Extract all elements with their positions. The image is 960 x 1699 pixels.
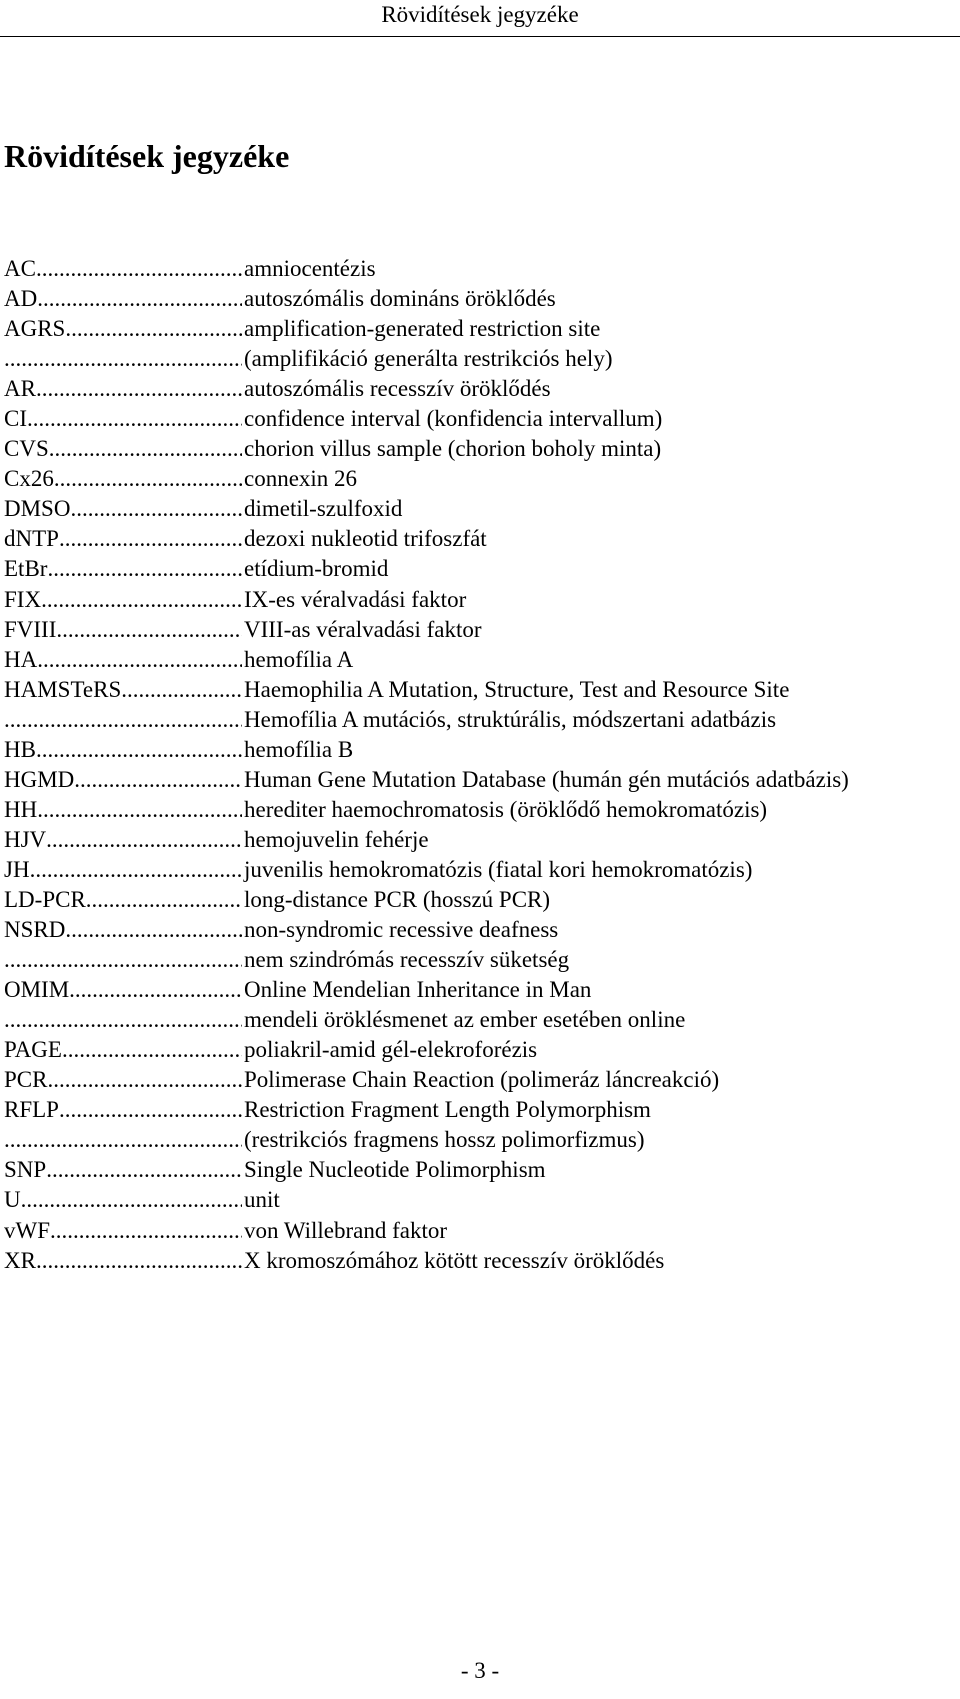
dot-leader (36, 374, 242, 404)
abbreviation-row (4, 585, 944, 615)
dot-leader (47, 1065, 242, 1095)
dot-leader (59, 1095, 242, 1125)
abbreviation-row (4, 464, 944, 494)
abbreviation-term-cell (4, 254, 242, 284)
abbreviation-definition: Polimerase Chain Reaction (polimeráz láncreakció) (244, 1067, 720, 1093)
abbreviation-definition: amplification-generated restriction site (244, 316, 601, 342)
abbreviation-definition: juvenilis hemokromatózis (fiatal kori hemokromatózis) (244, 856, 753, 882)
dot-leader (49, 434, 242, 464)
abbreviation-term-cell (4, 1216, 242, 1246)
abbreviation-row (4, 735, 944, 765)
abbreviation-definition: hemojuvelin fehérje (244, 826, 429, 852)
dot-leader (50, 1216, 242, 1246)
dot-leader (4, 1125, 242, 1155)
abbreviation-term: PAGE (4, 1037, 62, 1063)
abbreviation-row (4, 885, 944, 915)
abbreviation-term-cell (4, 975, 242, 1005)
abbreviation-term: EtBr (4, 556, 48, 582)
dot-leader (37, 645, 242, 675)
abbreviation-term-cell (4, 795, 242, 825)
abbreviation-definition: (amplifikáció generálta restrikciós hely) (244, 346, 613, 372)
abbreviation-definition: hemofília A (244, 646, 354, 672)
abbreviation-row (4, 615, 944, 645)
dot-leader (46, 825, 242, 855)
dot-leader (65, 915, 242, 945)
abbreviation-term: OMIM (4, 977, 70, 1003)
dot-leader (41, 585, 242, 615)
abbreviation-term-cell (4, 915, 242, 945)
abbreviation-row (4, 554, 944, 584)
running-header-title: Rövidítések jegyzéke (381, 2, 579, 27)
abbreviation-term: RFLP (4, 1097, 59, 1123)
abbreviation-term-cell (4, 1246, 242, 1276)
abbreviation-term: CVS (4, 436, 49, 462)
abbreviation-definition: dezoxi nukleotid trifoszfát (244, 526, 487, 552)
abbreviation-term-cell (4, 945, 242, 975)
abbreviation-term: DMSO (4, 496, 71, 522)
abbreviation-definition: VIII-as véralvadási faktor (244, 616, 482, 642)
abbreviation-row (4, 975, 944, 1005)
dot-leader (69, 975, 242, 1005)
abbreviation-term: PCR (4, 1067, 48, 1093)
dot-leader (30, 855, 242, 885)
abbreviation-definition: long-distance PCR (hosszú PCR) (244, 886, 551, 912)
abbreviation-definition: mendeli öröklésmenet az ember esetében online (244, 1007, 686, 1033)
abbreviation-row (4, 254, 944, 284)
abbreviation-row (4, 855, 944, 885)
abbreviation-term: JH (4, 856, 30, 882)
abbreviation-term: AC (4, 256, 36, 281)
dot-leader (36, 735, 242, 765)
abbreviation-term: HGMD (4, 766, 75, 792)
abbreviation-row (4, 284, 944, 314)
abbreviation-definition: connexin 26 (244, 466, 358, 492)
abbreviation-term-cell (4, 524, 242, 554)
abbreviation-row (4, 404, 944, 434)
abbreviation-list (4, 254, 944, 1276)
abbreviation-term-cell (4, 585, 242, 615)
dot-leader (4, 1005, 242, 1035)
running-header (0, 0, 960, 37)
abbreviation-row (4, 314, 944, 344)
abbreviation-term-cell (4, 885, 242, 915)
abbreviation-definition: etídium-bromid (244, 556, 389, 582)
dot-leader (59, 524, 242, 554)
abbreviation-definition: IX-es véralvadási faktor (244, 586, 467, 612)
abbreviation-term-cell (4, 615, 242, 645)
abbreviation-definition: unit (244, 1187, 280, 1213)
dot-leader (54, 464, 242, 494)
abbreviation-term-cell (4, 344, 242, 374)
abbreviation-term-cell (4, 1035, 242, 1065)
page-number: - 3 - (460, 1658, 500, 1683)
abbreviation-term: SNP (4, 1157, 47, 1183)
dot-leader (62, 1035, 242, 1065)
dot-leader (86, 885, 242, 915)
abbreviation-term-cell (4, 374, 242, 404)
abbreviation-row (4, 765, 944, 795)
abbreviation-definition: autoszómális recesszív öröklődés (244, 376, 551, 402)
dot-leader (46, 1155, 242, 1185)
abbreviation-row (4, 494, 944, 524)
abbreviation-definition: hemofília B (244, 736, 354, 762)
abbreviation-definition: Hemofília A mutációs, struktúrális, módszertani adatbázis (244, 706, 777, 732)
abbreviation-term-cell (4, 434, 242, 464)
abbreviation-row (4, 675, 944, 705)
abbreviation-term: AGRS (4, 316, 66, 342)
abbreviation-definition: (restrikciós fragmens hossz polimorfizmus) (244, 1127, 645, 1153)
abbreviation-row (4, 705, 944, 735)
abbreviation-term: NSRD (4, 917, 66, 943)
abbreviation-term: U (4, 1187, 21, 1213)
abbreviation-term-cell (4, 1065, 242, 1095)
abbreviation-term-cell (4, 284, 242, 314)
abbreviation-term-cell (4, 494, 242, 524)
abbreviation-row (4, 645, 944, 675)
abbreviation-row (4, 1216, 944, 1246)
dot-leader (47, 554, 242, 584)
abbreviation-definition: Online Mendelian Inheritance in Man (244, 977, 592, 1003)
abbreviation-row (4, 1005, 944, 1035)
abbreviation-definition: autoszómális domináns öröklődés (244, 286, 556, 312)
dot-leader (21, 1185, 242, 1215)
abbreviation-row (4, 434, 944, 464)
abbreviation-term: HH (4, 796, 38, 822)
abbreviation-term-cell (4, 1005, 242, 1035)
abbreviation-definition: confidence interval (konfidencia intervallum) (244, 406, 663, 432)
abbreviation-term: HB (4, 736, 36, 762)
abbreviation-term-cell (4, 1095, 242, 1125)
abbreviation-definition: poliakril-amid gél-elekroforézis (244, 1037, 538, 1063)
abbreviation-row (4, 374, 944, 404)
abbreviation-term-cell (4, 554, 242, 584)
abbreviation-definition: non-syndromic recessive deafness (244, 917, 559, 943)
dot-leader (4, 945, 242, 975)
dot-leader (74, 765, 242, 795)
dot-leader (70, 494, 242, 524)
abbreviation-term-cell (4, 404, 242, 434)
dot-leader (36, 254, 242, 284)
abbreviation-definition: chorion villus sample (chorion boholy minta) (244, 436, 662, 462)
abbreviation-term-cell (4, 1125, 242, 1155)
abbreviation-definition: Human Gene Mutation Database (humán gén mutációs adatbázis) (244, 766, 849, 792)
abbreviation-term-cell (4, 705, 242, 735)
abbreviation-term: FVIII (4, 616, 57, 642)
abbreviation-row (4, 945, 944, 975)
dot-leader (65, 314, 242, 344)
abbreviation-row (4, 795, 944, 825)
abbreviation-term: FIX (4, 586, 42, 612)
abbreviation-definition: herediter haemochromatosis (öröklődő hemokromatózis) (244, 796, 768, 822)
abbreviation-term-cell (4, 1155, 242, 1185)
abbreviation-row (4, 524, 944, 554)
abbreviation-definition: dimetil-szulfoxid (244, 496, 403, 522)
abbreviation-term-cell (4, 675, 242, 705)
abbreviation-term: HA (4, 646, 38, 672)
abbreviation-row (4, 1185, 944, 1215)
dot-leader (56, 615, 242, 645)
abbreviation-definition: von Willebrand faktor (244, 1217, 448, 1243)
abbreviation-definition: X kromoszómához kötött recesszív öröklődés (244, 1247, 665, 1273)
abbreviation-term: CI (4, 406, 27, 432)
abbreviation-term-cell (4, 464, 242, 494)
abbreviation-row (4, 1095, 944, 1125)
abbreviation-term: LD-PCR (4, 886, 86, 912)
abbreviation-term: dNTP (4, 526, 59, 552)
dot-leader (36, 1246, 242, 1276)
abbreviation-term: vWF (4, 1217, 50, 1243)
abbreviation-definition: Single Nucleotide Polimorphism (244, 1157, 546, 1183)
dot-leader (27, 404, 242, 434)
abbreviation-term: HJV (4, 826, 47, 852)
abbreviation-row (4, 915, 944, 945)
abbreviation-term-cell (4, 825, 242, 855)
abbreviation-term-cell (4, 855, 242, 885)
abbreviation-definition: Haemophilia A Mutation, Structure, Test and Resource Site (244, 676, 790, 702)
dot-leader (121, 675, 242, 705)
abbreviation-definition: nem szindrómás recesszív süketség (244, 947, 570, 973)
dot-leader (4, 344, 242, 374)
abbreviation-row (4, 825, 944, 855)
abbreviation-term-cell (4, 314, 242, 344)
dot-leader (37, 795, 242, 825)
abbreviation-term: Cx26 (4, 466, 54, 492)
dot-leader (4, 705, 242, 735)
abbreviation-term: AD (4, 286, 38, 312)
abbreviation-term-cell (4, 645, 242, 675)
abbreviation-row (4, 1125, 944, 1155)
abbreviation-term: AR (4, 376, 36, 402)
abbreviation-row (4, 1155, 944, 1185)
abbreviation-row (4, 1246, 944, 1276)
abbreviation-definition: amniocentézis (244, 256, 376, 281)
abbreviation-term-cell (4, 735, 242, 765)
dot-leader (37, 284, 242, 314)
abbreviation-row (4, 1065, 944, 1095)
page-title: Rövidítések jegyzéke (4, 138, 290, 174)
abbreviation-definition: Restriction Fragment Length Polymorphism (244, 1097, 651, 1123)
abbreviation-row (4, 1035, 944, 1065)
abbreviation-term-cell (4, 1185, 242, 1215)
abbreviation-term: HAMSTeRS (4, 676, 122, 702)
abbreviation-row (4, 344, 944, 374)
abbreviation-term: XR (4, 1247, 36, 1273)
abbreviation-term-cell (4, 765, 242, 795)
